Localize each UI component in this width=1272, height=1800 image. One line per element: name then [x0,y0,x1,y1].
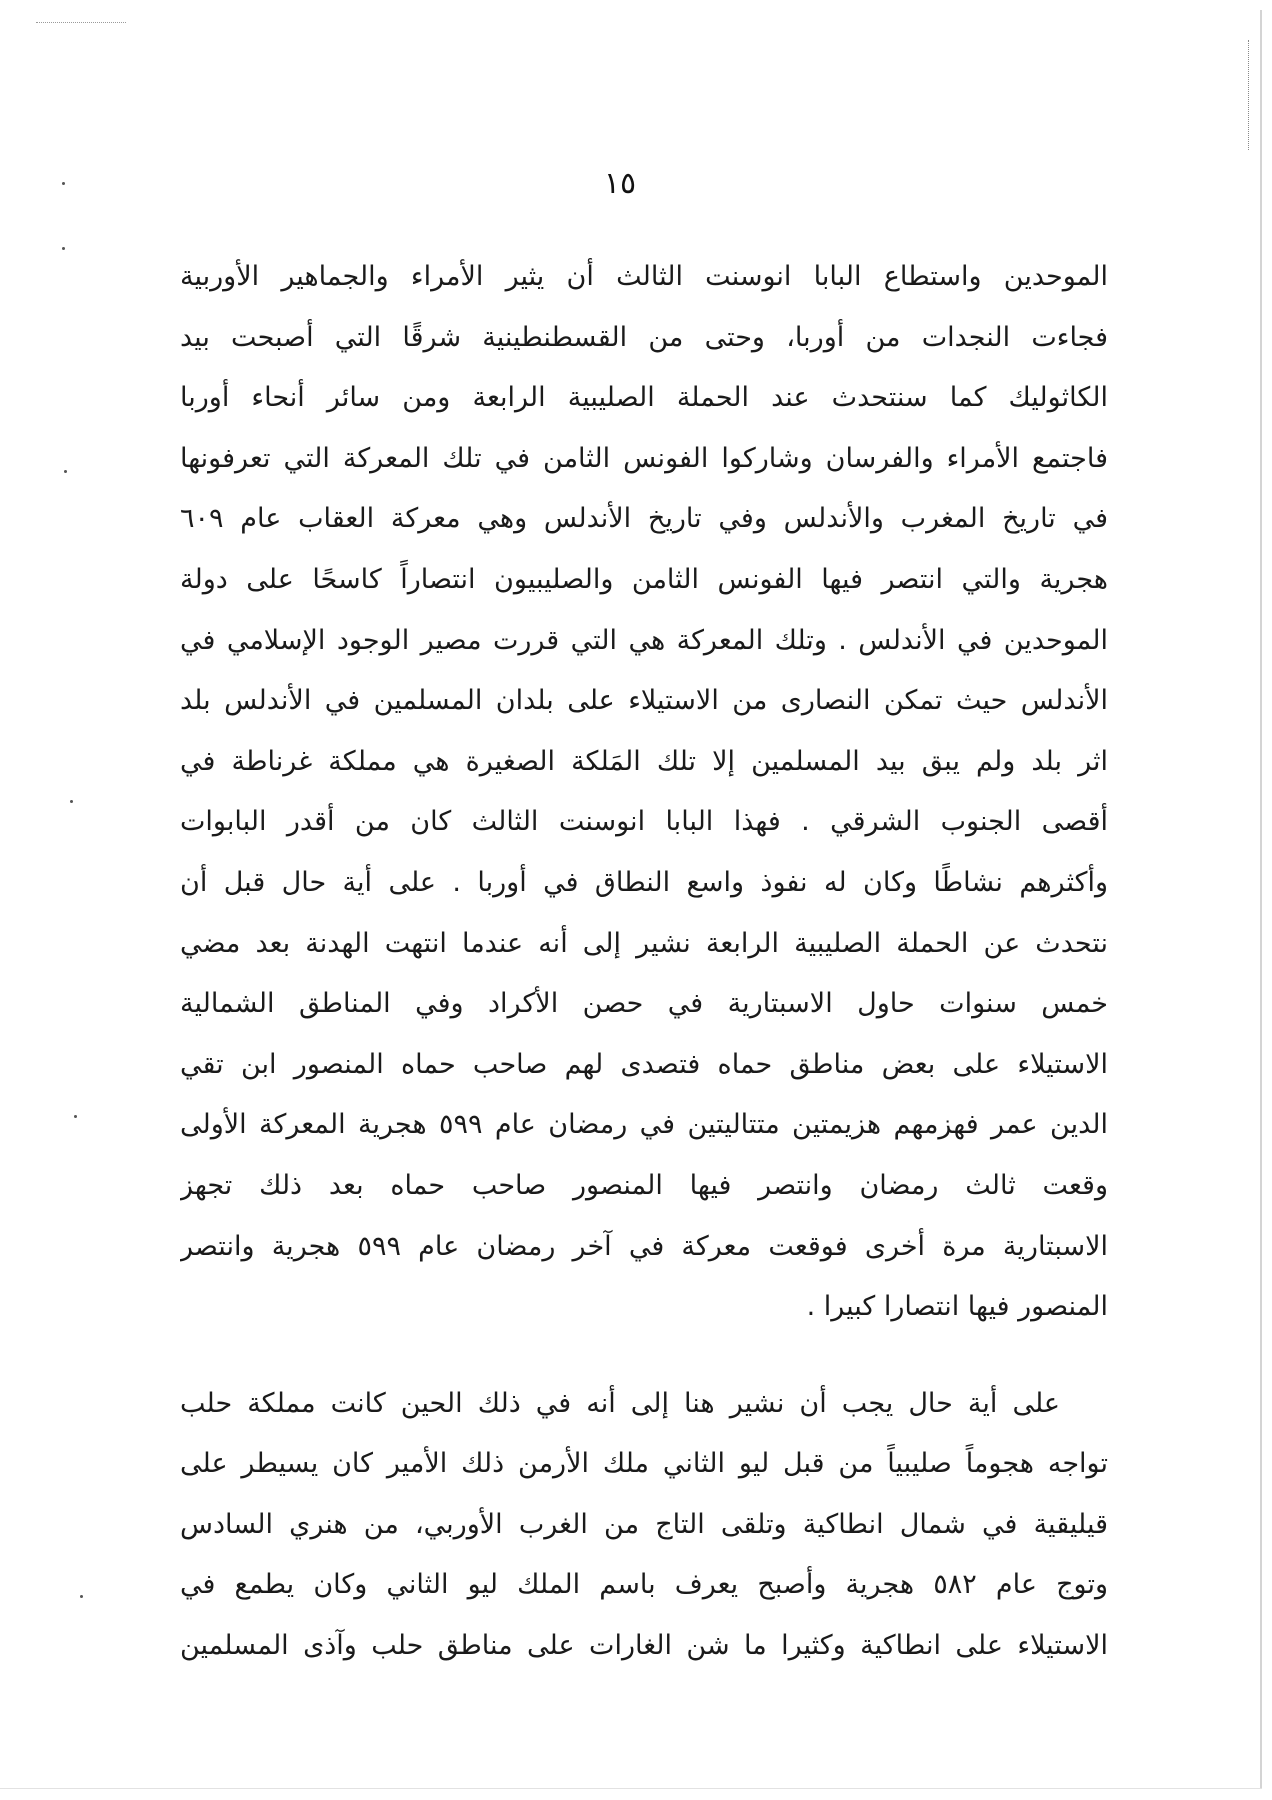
text-line: المنصور فيها انتصارا كبيرا . [806,1291,1108,1323]
text-line: وقعت ثالث رمضان وانتصر فيها المنصور صاحب حماه بعد ذلك تجهز [180,1169,1108,1201]
scan-speck [74,1115,77,1118]
text-line: في تاريخ المغرب والأندلس وفي تاريخ الأندلس وهي معركة العقاب عام ٦٠٩ [180,503,1108,535]
page-edge-right [1260,10,1262,1788]
scan-speck [62,182,65,185]
text-line: وأكثرهم نشاطًا وكان له نفوذ واسع النطاق في أوربا . على أية حال قبل أن [180,866,1108,898]
body-text [180,247,1108,1677]
text-line: الكاثوليك كما سنتحدث عند الحملة الصليبية الرابعة ومن سائر أنحاء أوربا [180,382,1108,414]
text-line: أقصى الجنوب الشرقي . فهذا البابا انوسنت الثالث كان من أقدر البابوات [180,806,1108,838]
scan-speck [80,1595,83,1598]
text-line: تواجه هجوماً صليبياً من قبل ليو الثاني ملك الأرمن ذلك الأمير كان يسيطر على [180,1448,1108,1480]
page-number: ١٥ [603,166,637,201]
text-line: نتحدث عن الحملة الصليبية الرابعة نشير إلى أنه عندما انتهت الهدنة بعد مضي [180,927,1108,959]
text-line: فجاءت النجدات من أوربا، وحتى من القسطنطينية شرقًا التي أصبحت بيد [180,321,1108,353]
text-line: الموحدين واستطاع البابا انوسنت الثالث أن يثير الأمراء والجماهير الأوربية [180,261,1108,292]
text-line: على أية حال يجب أن نشير هنا إلى أنه في ذلك الحين كانت مملكة حلب [180,1387,1060,1419]
text-line: هجرية والتي انتصر فيها الفونس الثامن والصليبيون انتصاراً كاسحًا على دولة [180,563,1108,595]
page-edge-bottom [0,1788,1262,1789]
text-line: وتوج عام ٥٨٢ هجرية وأصبح يعرف باسم الملك ليو الثاني وكان يطمع في [180,1569,1108,1601]
scan-mark [1248,40,1249,150]
paragraph [180,247,1108,1338]
text-line: الدين عمر فهزمهم هزيمتين متتاليتين في رمضان عام ٥٩٩ هجرية المعركة الأولى [180,1109,1108,1141]
text-line: الاستيلاء على بعض مناطق حماه فتصدى لهم صاحب حماه المنصور ابن تقي [180,1048,1108,1080]
paragraph-gap [180,1338,1108,1374]
text-line: اثر بلد ولم يبق بيد المسلمين إلا تلك المَلكة الصغيرة هي مملكة غرناطة في [180,745,1108,777]
scan-speck [64,470,67,473]
text-line: فاجتمع الأمراء والفرسان وشاركوا الفونس الثامن في تلك المعركة التي تعرفونها [180,442,1108,474]
scan-mark [36,22,126,23]
scan-speck [70,800,73,803]
text-line: الأندلس حيث تمكن النصارى من الاستيلاء على بلدان المسلمين في الأندلس بلد [180,685,1108,717]
paragraph [180,1374,1108,1677]
scan-speck [62,247,65,250]
text-line: الاسبتارية مرة أخرى فوقعت معركة في آخر رمضان عام ٥٩٩ هجرية وانتصر [180,1230,1108,1262]
text-line: خمس سنوات حاول الاسبتارية في حصن الأكراد وفي المناطق الشمالية [180,988,1108,1020]
text-line: الموحدين في الأندلس . وتلك المعركة هي التي قررت مصير الوجود الإسلامي في [180,624,1108,656]
text-line: الاستيلاء على انطاكية وكثيرا ما شن الغارات على مناطق حلب وآذى المسلمين [180,1630,1108,1662]
text-line: قيليقية في شمال انطاكية وتلقى التاج من الغرب الأوربي، من هنري السادس [180,1508,1108,1540]
